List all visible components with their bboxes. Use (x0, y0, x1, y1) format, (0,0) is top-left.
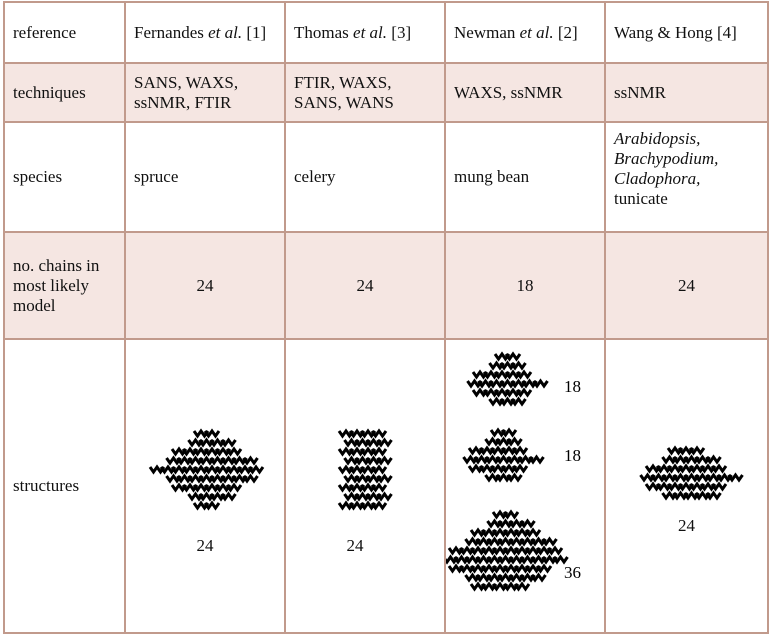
chain-glyph (537, 566, 551, 571)
wang-structure-diagram (614, 442, 764, 510)
chain-glyph (372, 467, 386, 472)
techniques-fernandes: SANS, WAXS, ssNMR, FTIR (125, 63, 285, 122)
chain-glyph (227, 449, 241, 454)
chain-glyph (521, 521, 535, 526)
wang-structure-count: 24 (678, 516, 695, 535)
chain-glyph (707, 457, 721, 462)
chain-glyph (532, 575, 546, 580)
techniques-thomas: FTIR, WAXS, SANS, WANS (285, 63, 445, 122)
chains-newman: 18 (445, 232, 605, 339)
techniques-wang: ssNMR (605, 63, 768, 122)
species-wang-1: Arabidopsis, (614, 129, 701, 148)
chain-glyph (712, 466, 726, 471)
row-label-species: species (4, 122, 125, 232)
chain-glyph (517, 372, 531, 377)
chains-fernandes: 24 (125, 232, 285, 339)
chain-glyph (222, 440, 236, 445)
chain-glyph (690, 448, 704, 453)
newman-count-1: 18 (564, 377, 581, 396)
chain-glyph (513, 448, 527, 453)
chain-glyph (227, 485, 241, 490)
ref-wang-hong: Wang & Hong [4] (605, 2, 768, 63)
structures-wang (605, 339, 768, 633)
chain-glyph (372, 485, 386, 490)
chain-glyph (513, 466, 527, 471)
ref-newman: Newman et al. [2] (445, 2, 605, 63)
chain-glyph (515, 584, 529, 589)
techniques-newman: WAXS, ssNMR (445, 63, 605, 122)
chain-glyph (508, 475, 522, 480)
chain-glyph (205, 431, 219, 436)
chain-glyph (534, 381, 548, 386)
species-thomas: celery (285, 122, 445, 232)
chain-glyph (205, 503, 219, 508)
chain-glyph (506, 354, 520, 359)
chain-glyph (712, 484, 726, 489)
chain-glyph (512, 399, 526, 404)
chain-glyph (372, 449, 386, 454)
chains-row (4, 232, 768, 339)
chain-glyph (707, 493, 721, 498)
row-label-techniques: techniques (4, 63, 125, 122)
chain-glyph (502, 430, 516, 435)
header-row (4, 2, 768, 63)
structures-newman (445, 339, 605, 633)
ref-thomas: Thomas et al. [3] (285, 2, 445, 63)
chain-glyph (372, 503, 386, 508)
chain-glyph (378, 476, 392, 481)
chain-glyph (512, 363, 526, 368)
row-label-structures: structures (4, 339, 125, 633)
chain-glyph (530, 457, 544, 462)
ref-fernandes: Fernandes et al. [1] (125, 2, 285, 63)
chain-glyph (244, 458, 258, 463)
species-wang-4: tunicate (614, 189, 668, 208)
fernandes-structure-diagram (135, 416, 275, 536)
chain-glyph (249, 467, 263, 472)
chain-glyph (543, 539, 557, 544)
row-label-reference: reference (4, 2, 125, 63)
structures-row (4, 339, 768, 633)
species-wang-3: Cladophora, (614, 169, 701, 188)
chain-glyph (504, 512, 518, 517)
species-newman: mung bean (445, 122, 605, 232)
chain-glyph (508, 439, 522, 444)
techniques-row (4, 63, 768, 122)
newman-structure-diagrams (446, 340, 605, 632)
newman-count-2: 18 (564, 446, 581, 465)
chain-glyph (378, 494, 392, 499)
row-label-chains: no. chains in most likely model (4, 232, 125, 339)
chain-glyph (548, 548, 562, 553)
newman-count-3: 36 (564, 563, 581, 582)
species-fernandes: spruce (125, 122, 285, 232)
fernandes-structure-count: 24 (196, 536, 214, 555)
species-wang (605, 122, 768, 232)
chain-glyph (378, 440, 392, 445)
comparison-table (3, 1, 769, 634)
chains-thomas: 24 (285, 232, 445, 339)
thomas-structure-count: 24 (346, 536, 364, 555)
chain-glyph (517, 390, 531, 395)
chain-glyph (372, 431, 386, 436)
species-row (4, 122, 768, 232)
chain-glyph (222, 494, 236, 499)
species-wang-2: Brachypodium, (614, 149, 719, 168)
chain-glyph (729, 475, 743, 480)
thomas-structure-diagram (295, 416, 435, 536)
chains-wang: 24 (605, 232, 768, 339)
chain-glyph (554, 557, 568, 562)
structures-thomas (285, 339, 445, 633)
chain-glyph (526, 530, 540, 535)
chain-glyph (244, 476, 258, 481)
structures-fernandes (125, 339, 285, 633)
chain-glyph (378, 458, 392, 463)
